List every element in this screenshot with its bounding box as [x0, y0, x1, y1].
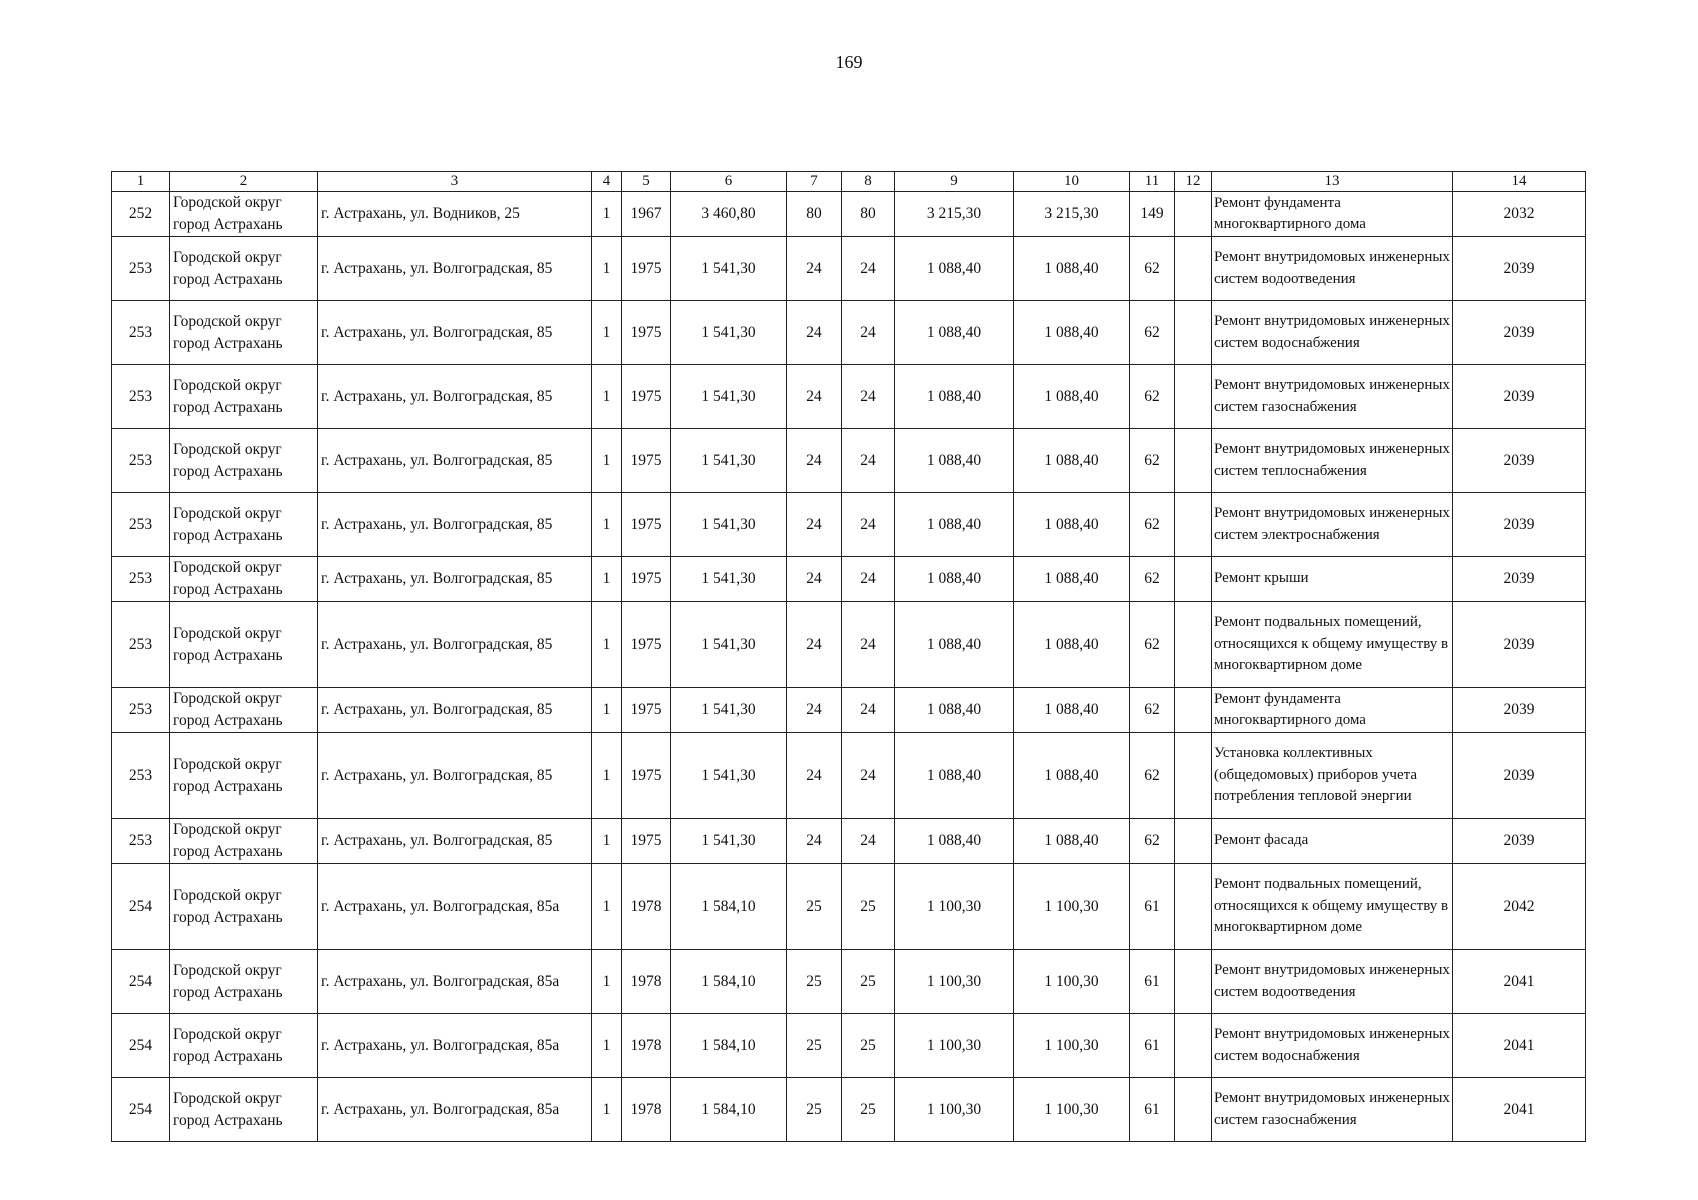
col6-cell: 1 584,10: [671, 1014, 787, 1078]
col9-cell: 1 088,40: [895, 365, 1014, 429]
term-cell: 2039: [1453, 493, 1586, 557]
address-cell: г. Астрахань, ул. Волгоградская, 85: [318, 237, 592, 301]
row-number-cell: 253: [112, 237, 170, 301]
column-number-cell: 8: [842, 172, 895, 192]
col10-cell: 1 088,40: [1014, 557, 1130, 602]
district-cell: Городской округ город Астрахань: [170, 557, 318, 602]
col4-cell: 1: [592, 1014, 622, 1078]
work-type-cell: Ремонт внутридомовых инженерных систем водоснабжения: [1212, 1014, 1453, 1078]
col6-cell: 1 541,30: [671, 688, 787, 733]
address-cell: г. Астрахань, ул. Волгоградская, 85: [318, 429, 592, 493]
column-number-cell: 13: [1212, 172, 1453, 192]
col4-cell: 1: [592, 365, 622, 429]
col10-cell: 1 088,40: [1014, 602, 1130, 688]
district-cell: Городской округ город Астрахань: [170, 237, 318, 301]
col12-cell: [1175, 301, 1212, 365]
col8-cell: 25: [842, 864, 895, 950]
column-number-cell: 11: [1130, 172, 1175, 192]
col11-cell: 62: [1130, 429, 1175, 493]
col11-cell: 62: [1130, 237, 1175, 301]
col7-cell: 80: [787, 192, 842, 237]
col11-cell: 62: [1130, 493, 1175, 557]
col12-cell: [1175, 688, 1212, 733]
term-cell: 2039: [1453, 365, 1586, 429]
col8-cell: 24: [842, 602, 895, 688]
year-cell: 1975: [622, 688, 671, 733]
row-number-cell: 253: [112, 602, 170, 688]
col9-cell: 1 100,30: [895, 950, 1014, 1014]
col12-cell: [1175, 557, 1212, 602]
col8-cell: 24: [842, 557, 895, 602]
work-type-cell: Ремонт фасада: [1212, 819, 1453, 864]
col4-cell: 1: [592, 192, 622, 237]
term-cell: 2039: [1453, 602, 1586, 688]
row-number-cell: 254: [112, 950, 170, 1014]
term-cell: 2041: [1453, 950, 1586, 1014]
col4-cell: 1: [592, 602, 622, 688]
work-type-cell: Ремонт внутридомовых инженерных систем газоснабжения: [1212, 1078, 1453, 1142]
year-cell: 1978: [622, 864, 671, 950]
year-cell: 1978: [622, 1078, 671, 1142]
col9-cell: 1 088,40: [895, 493, 1014, 557]
column-number-cell: 6: [671, 172, 787, 192]
col6-cell: 1 584,10: [671, 950, 787, 1014]
table-row: [112, 819, 1586, 864]
column-number-row: [112, 172, 1586, 192]
year-cell: 1975: [622, 819, 671, 864]
column-number-cell: 1: [112, 172, 170, 192]
term-cell: 2042: [1453, 864, 1586, 950]
col12-cell: [1175, 429, 1212, 493]
col12-cell: [1175, 819, 1212, 864]
address-cell: г. Астрахань, ул. Волгоградская, 85: [318, 733, 592, 819]
col11-cell: 62: [1130, 301, 1175, 365]
col6-cell: 1 541,30: [671, 557, 787, 602]
year-cell: 1978: [622, 1014, 671, 1078]
col9-cell: 1 088,40: [895, 429, 1014, 493]
col7-cell: 24: [787, 493, 842, 557]
col9-cell: 1 100,30: [895, 1078, 1014, 1142]
col10-cell: 1 100,30: [1014, 1078, 1130, 1142]
row-number-cell: 253: [112, 429, 170, 493]
col7-cell: 25: [787, 864, 842, 950]
col11-cell: 62: [1130, 688, 1175, 733]
work-type-cell: Ремонт внутридомовых инженерных систем электроснабжения: [1212, 493, 1453, 557]
table-row: [112, 950, 1586, 1014]
work-type-cell: Установка коллективных (общедомовых) приборов учета потребления тепловой энергии: [1212, 733, 1453, 819]
col9-cell: 1 088,40: [895, 301, 1014, 365]
table-row: [112, 429, 1586, 493]
row-number-cell: 253: [112, 493, 170, 557]
term-cell: 2039: [1453, 429, 1586, 493]
table-row: [112, 365, 1586, 429]
table-row: [112, 237, 1586, 301]
year-cell: 1967: [622, 192, 671, 237]
district-cell: Городской округ город Астрахань: [170, 819, 318, 864]
col8-cell: 24: [842, 819, 895, 864]
col11-cell: 62: [1130, 602, 1175, 688]
col6-cell: 1 541,30: [671, 237, 787, 301]
col12-cell: [1175, 237, 1212, 301]
col12-cell: [1175, 493, 1212, 557]
col7-cell: 24: [787, 301, 842, 365]
work-type-cell: Ремонт подвальных помещений, относящихся к общему имуществу в многоквартирном доме: [1212, 602, 1453, 688]
column-number-cell: 3: [318, 172, 592, 192]
col10-cell: 1 100,30: [1014, 950, 1130, 1014]
column-number-cell: 7: [787, 172, 842, 192]
table-row: [112, 557, 1586, 602]
row-number-cell: 253: [112, 557, 170, 602]
work-type-cell: Ремонт внутридомовых инженерных систем водоснабжения: [1212, 301, 1453, 365]
col7-cell: 25: [787, 1078, 842, 1142]
col11-cell: 61: [1130, 1078, 1175, 1142]
col7-cell: 24: [787, 237, 842, 301]
term-cell: 2039: [1453, 557, 1586, 602]
col12-cell: [1175, 950, 1212, 1014]
col7-cell: 24: [787, 733, 842, 819]
col8-cell: 80: [842, 192, 895, 237]
col9-cell: 3 215,30: [895, 192, 1014, 237]
col8-cell: 24: [842, 365, 895, 429]
col8-cell: 24: [842, 733, 895, 819]
row-number-cell: 253: [112, 819, 170, 864]
district-cell: Городской округ город Астрахань: [170, 1014, 318, 1078]
address-cell: г. Астрахань, ул. Волгоградская, 85а: [318, 1014, 592, 1078]
table-row: [112, 1014, 1586, 1078]
col4-cell: 1: [592, 237, 622, 301]
col6-cell: 1 541,30: [671, 819, 787, 864]
term-cell: 2032: [1453, 192, 1586, 237]
row-number-cell: 254: [112, 1014, 170, 1078]
address-cell: г. Астрахань, ул. Волгоградская, 85а: [318, 950, 592, 1014]
work-type-cell: Ремонт крыши: [1212, 557, 1453, 602]
table-row: [112, 688, 1586, 733]
column-number-cell: 14: [1453, 172, 1586, 192]
col12-cell: [1175, 192, 1212, 237]
work-type-cell: Ремонт подвальных помещений, относящихся к общему имуществу в многоквартирном доме: [1212, 864, 1453, 950]
term-cell: 2039: [1453, 237, 1586, 301]
col12-cell: [1175, 733, 1212, 819]
col9-cell: 1 088,40: [895, 733, 1014, 819]
col8-cell: 24: [842, 301, 895, 365]
column-number-cell: 10: [1014, 172, 1130, 192]
register-table: [111, 171, 1586, 1142]
col7-cell: 24: [787, 365, 842, 429]
col9-cell: 1 100,30: [895, 1014, 1014, 1078]
col6-cell: 1 584,10: [671, 864, 787, 950]
address-cell: г. Астрахань, ул. Волгоградская, 85: [318, 688, 592, 733]
column-number-cell: 4: [592, 172, 622, 192]
col4-cell: 1: [592, 733, 622, 819]
col8-cell: 25: [842, 950, 895, 1014]
term-cell: 2041: [1453, 1078, 1586, 1142]
term-cell: 2041: [1453, 1014, 1586, 1078]
address-cell: г. Астрахань, ул. Волгоградская, 85: [318, 557, 592, 602]
col10-cell: 1 100,30: [1014, 864, 1130, 950]
col9-cell: 1 088,40: [895, 237, 1014, 301]
col7-cell: 24: [787, 429, 842, 493]
address-cell: г. Астрахань, ул. Волгоградская, 85: [318, 819, 592, 864]
district-cell: Городской округ город Астрахань: [170, 688, 318, 733]
col7-cell: 24: [787, 819, 842, 864]
district-cell: Городской округ город Астрахань: [170, 301, 318, 365]
col8-cell: 24: [842, 688, 895, 733]
col11-cell: 62: [1130, 733, 1175, 819]
address-cell: г. Астрахань, ул. Волгоградская, 85а: [318, 864, 592, 950]
col4-cell: 1: [592, 864, 622, 950]
col10-cell: 1 088,40: [1014, 733, 1130, 819]
year-cell: 1975: [622, 365, 671, 429]
table-row: [112, 192, 1586, 237]
table-row: [112, 864, 1586, 950]
work-type-cell: Ремонт внутридомовых инженерных систем газоснабжения: [1212, 365, 1453, 429]
col11-cell: 62: [1130, 557, 1175, 602]
year-cell: 1975: [622, 602, 671, 688]
col12-cell: [1175, 365, 1212, 429]
col4-cell: 1: [592, 301, 622, 365]
col4-cell: 1: [592, 819, 622, 864]
col7-cell: 24: [787, 557, 842, 602]
district-cell: Городской округ город Астрахань: [170, 429, 318, 493]
col8-cell: 24: [842, 429, 895, 493]
col10-cell: 1 088,40: [1014, 429, 1130, 493]
year-cell: 1975: [622, 237, 671, 301]
row-number-cell: 253: [112, 301, 170, 365]
year-cell: 1975: [622, 557, 671, 602]
col12-cell: [1175, 1078, 1212, 1142]
col7-cell: 24: [787, 602, 842, 688]
col11-cell: 61: [1130, 950, 1175, 1014]
col7-cell: 25: [787, 1014, 842, 1078]
col10-cell: 1 088,40: [1014, 688, 1130, 733]
district-cell: Городской округ город Астрахань: [170, 1078, 318, 1142]
col4-cell: 1: [592, 1078, 622, 1142]
address-cell: г. Астрахань, ул. Водников, 25: [318, 192, 592, 237]
col6-cell: 1 541,30: [671, 429, 787, 493]
col6-cell: 1 541,30: [671, 301, 787, 365]
col6-cell: 3 460,80: [671, 192, 787, 237]
page-number: 169: [835, 52, 863, 72]
col12-cell: [1175, 864, 1212, 950]
col7-cell: 24: [787, 688, 842, 733]
table-row: [112, 301, 1586, 365]
col10-cell: 1 088,40: [1014, 237, 1130, 301]
district-cell: Городской округ город Астрахань: [170, 365, 318, 429]
column-number-cell: 5: [622, 172, 671, 192]
work-type-cell: Ремонт фундамента многоквартирного дома: [1212, 192, 1453, 237]
work-type-cell: Ремонт внутридомовых инженерных систем теплоснабжения: [1212, 429, 1453, 493]
table-row: [112, 493, 1586, 557]
year-cell: 1975: [622, 301, 671, 365]
col9-cell: 1 088,40: [895, 819, 1014, 864]
column-number-cell: 2: [170, 172, 318, 192]
row-number-cell: 254: [112, 1078, 170, 1142]
column-number-cell: 12: [1175, 172, 1212, 192]
col12-cell: [1175, 602, 1212, 688]
term-cell: 2039: [1453, 688, 1586, 733]
district-cell: Городской округ город Астрахань: [170, 602, 318, 688]
term-cell: 2039: [1453, 819, 1586, 864]
term-cell: 2039: [1453, 301, 1586, 365]
col10-cell: 1 088,40: [1014, 819, 1130, 864]
col4-cell: 1: [592, 688, 622, 733]
col6-cell: 1 541,30: [671, 493, 787, 557]
district-cell: Городской округ город Астрахань: [170, 733, 318, 819]
term-cell: 2039: [1453, 733, 1586, 819]
col6-cell: 1 541,30: [671, 733, 787, 819]
col9-cell: 1 088,40: [895, 688, 1014, 733]
row-number-cell: 253: [112, 365, 170, 429]
column-number-cell: 9: [895, 172, 1014, 192]
col10-cell: 1 088,40: [1014, 493, 1130, 557]
table-row: [112, 733, 1586, 819]
col8-cell: 24: [842, 493, 895, 557]
col11-cell: 149: [1130, 192, 1175, 237]
col10-cell: 1 088,40: [1014, 301, 1130, 365]
col7-cell: 25: [787, 950, 842, 1014]
work-type-cell: Ремонт внутридомовых инженерных систем водоотведения: [1212, 950, 1453, 1014]
col6-cell: 1 584,10: [671, 1078, 787, 1142]
table-row: [112, 602, 1586, 688]
col11-cell: 61: [1130, 1014, 1175, 1078]
work-type-cell: Ремонт внутридомовых инженерных систем водоотведения: [1212, 237, 1453, 301]
address-cell: г. Астрахань, ул. Волгоградская, 85: [318, 301, 592, 365]
address-cell: г. Астрахань, ул. Волгоградская, 85: [318, 602, 592, 688]
col9-cell: 1 100,30: [895, 864, 1014, 950]
col9-cell: 1 088,40: [895, 557, 1014, 602]
row-number-cell: 254: [112, 864, 170, 950]
col8-cell: 25: [842, 1078, 895, 1142]
col4-cell: 1: [592, 493, 622, 557]
district-cell: Городской округ город Астрахань: [170, 864, 318, 950]
col11-cell: 62: [1130, 365, 1175, 429]
district-cell: Городской округ город Астрахань: [170, 950, 318, 1014]
year-cell: 1978: [622, 950, 671, 1014]
year-cell: 1975: [622, 429, 671, 493]
col6-cell: 1 541,30: [671, 365, 787, 429]
address-cell: г. Астрахань, ул. Волгоградская, 85: [318, 493, 592, 557]
table-body: [112, 172, 1586, 1142]
col6-cell: 1 541,30: [671, 602, 787, 688]
work-type-cell: Ремонт фундамента многоквартирного дома: [1212, 688, 1453, 733]
col11-cell: 62: [1130, 819, 1175, 864]
col10-cell: 1 100,30: [1014, 1014, 1130, 1078]
col8-cell: 25: [842, 1014, 895, 1078]
row-number-cell: 252: [112, 192, 170, 237]
col10-cell: 1 088,40: [1014, 365, 1130, 429]
col4-cell: 1: [592, 557, 622, 602]
district-cell: Городской округ город Астрахань: [170, 192, 318, 237]
col12-cell: [1175, 1014, 1212, 1078]
col4-cell: 1: [592, 429, 622, 493]
col11-cell: 61: [1130, 864, 1175, 950]
year-cell: 1975: [622, 733, 671, 819]
register-table-container: [111, 171, 1585, 1142]
table-row: [112, 1078, 1586, 1142]
district-cell: Городской округ город Астрахань: [170, 493, 318, 557]
year-cell: 1975: [622, 493, 671, 557]
col10-cell: 3 215,30: [1014, 192, 1130, 237]
address-cell: г. Астрахань, ул. Волгоградская, 85: [318, 365, 592, 429]
row-number-cell: 253: [112, 733, 170, 819]
col9-cell: 1 088,40: [895, 602, 1014, 688]
address-cell: г. Астрахань, ул. Волгоградская, 85а: [318, 1078, 592, 1142]
col4-cell: 1: [592, 950, 622, 1014]
row-number-cell: 253: [112, 688, 170, 733]
col8-cell: 24: [842, 237, 895, 301]
